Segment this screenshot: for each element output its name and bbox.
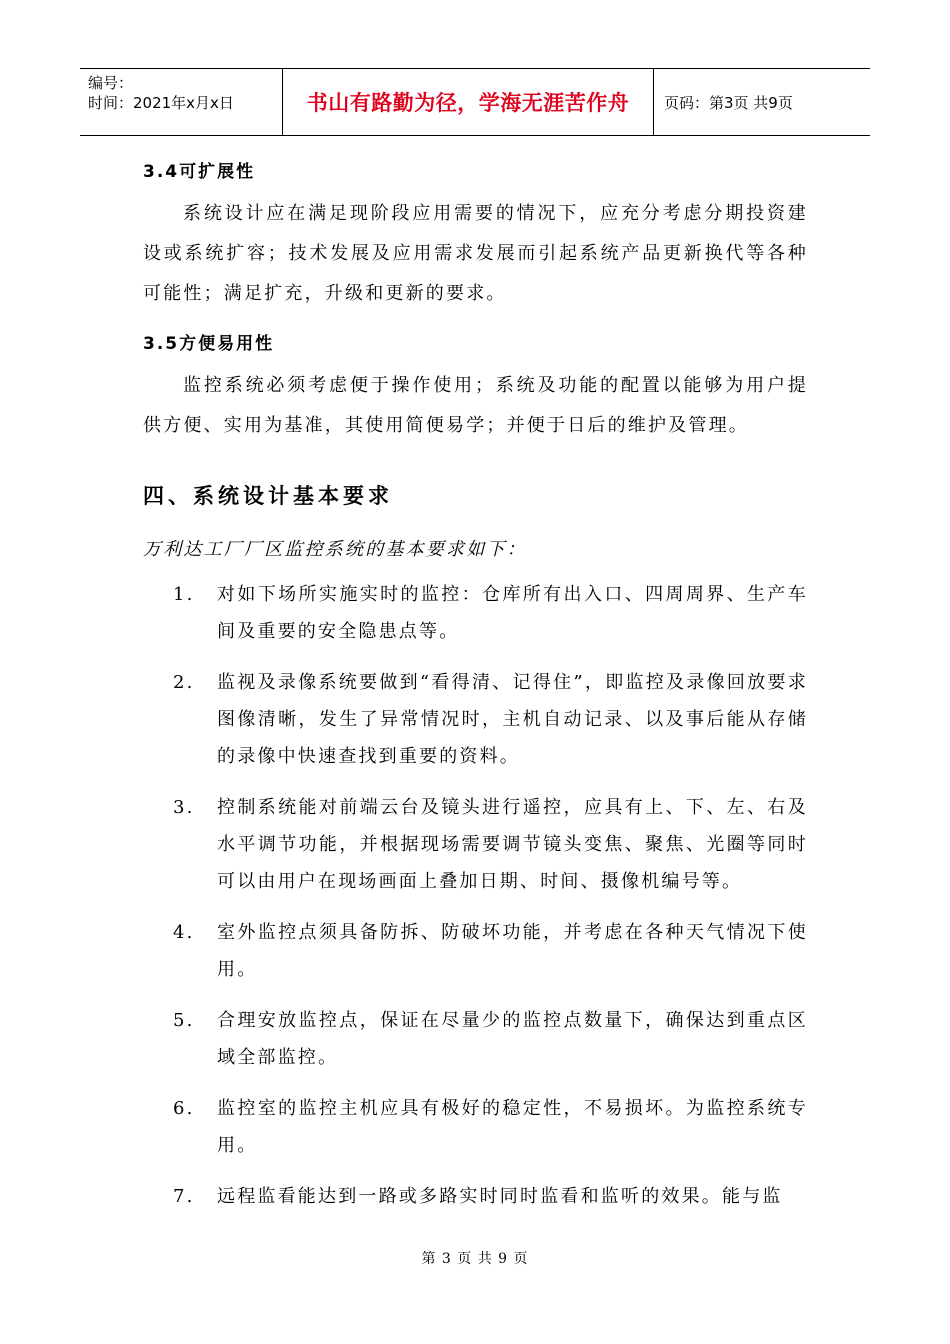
list-item-text: 对如下场所实施实时的监控：仓库所有出入口、四周周界、生产车间及重要的安全隐患点等。 xyxy=(217,584,808,642)
list-item xyxy=(143,1090,808,1164)
list-item-text: 合理安放监控点，保证在尽量少的监控点数量下，确保达到重点区域全部监控。 xyxy=(217,1010,808,1068)
header-motto: 书山有路勤为径，学海无涯苦作舟 xyxy=(283,69,654,135)
list-item xyxy=(143,1002,808,1076)
list-item-number: 4. xyxy=(173,922,195,943)
document-number-label: 编号： xyxy=(88,74,134,92)
list-item xyxy=(143,576,808,650)
list-item-number: 3. xyxy=(173,797,195,818)
list-item-number: 6. xyxy=(173,1098,195,1119)
list-item xyxy=(143,914,808,988)
document-body xyxy=(143,150,808,1229)
list-item xyxy=(143,664,808,775)
list-item-text: 控制系统能对前端云台及镜头进行遥控，应具有上、下、左、右及水平调节功能，并根据现场需要调节镜头变焦、聚焦、光圈等同时可以由用户在现场画面上叠加日期、时间、摄像机编号等。 xyxy=(217,797,808,892)
page-header xyxy=(80,68,870,136)
chapter-title-4: 四、系统设计基本要求 xyxy=(143,484,393,508)
list-item-text: 远程监看能达到一路或多路实时同时监看和监听的效果。能与监 xyxy=(217,1186,783,1207)
list-item-number: 5. xyxy=(173,1010,195,1031)
header-meta xyxy=(80,69,283,135)
list-item-text: 室外监控点须具备防拆、防破坏功能，并考虑在各种天气情况下使用。 xyxy=(217,922,808,980)
section-title-3-4: 3.4可扩展性 xyxy=(143,162,256,182)
list-item-number: 7. xyxy=(173,1186,195,1207)
section-body-3-5: 监控系统必须考虑便于操作使用；系统及功能的配置以能够为用户提供方便、实用为基准，其使用简便易学；并便于日后的维护及管理。 xyxy=(143,375,808,436)
list-item-number: 2. xyxy=(173,672,195,693)
list-item xyxy=(143,789,808,900)
document-date: 时间：2021年x月x日 xyxy=(88,94,234,112)
section-body-3-4: 系统设计应在满足现阶段应用需要的情况下，应充分考虑分期投资建设或系统扩容；技术发展及应用需求发展而引起系统产品更新换代等各种可能性；满足扩充，升级和更新的要求。 xyxy=(143,203,808,304)
list-item-text: 监视及录像系统要做到“看得清、记得住”，即监控及录像回放要求图像清晰，发生了异常情况时，主机自动记录、以及事后能从存储的录像中快速查找到重要的资料。 xyxy=(217,672,808,767)
requirements-list xyxy=(143,576,808,1215)
header-page-info: 页码：第3页 共9页 xyxy=(664,93,793,112)
list-item-text: 监控室的监控主机应具有极好的稳定性，不易损坏。为监控系统专用。 xyxy=(217,1098,808,1156)
list-item xyxy=(143,1178,808,1215)
page-footer: 第 3 页 共 9 页 xyxy=(421,1251,529,1267)
list-item-number: 1. xyxy=(173,584,195,605)
section-title-3-5: 3.5方便易用性 xyxy=(143,334,275,354)
chapter-intro: 万利达工厂厂区监控系统的基本要求如下： xyxy=(143,539,527,560)
